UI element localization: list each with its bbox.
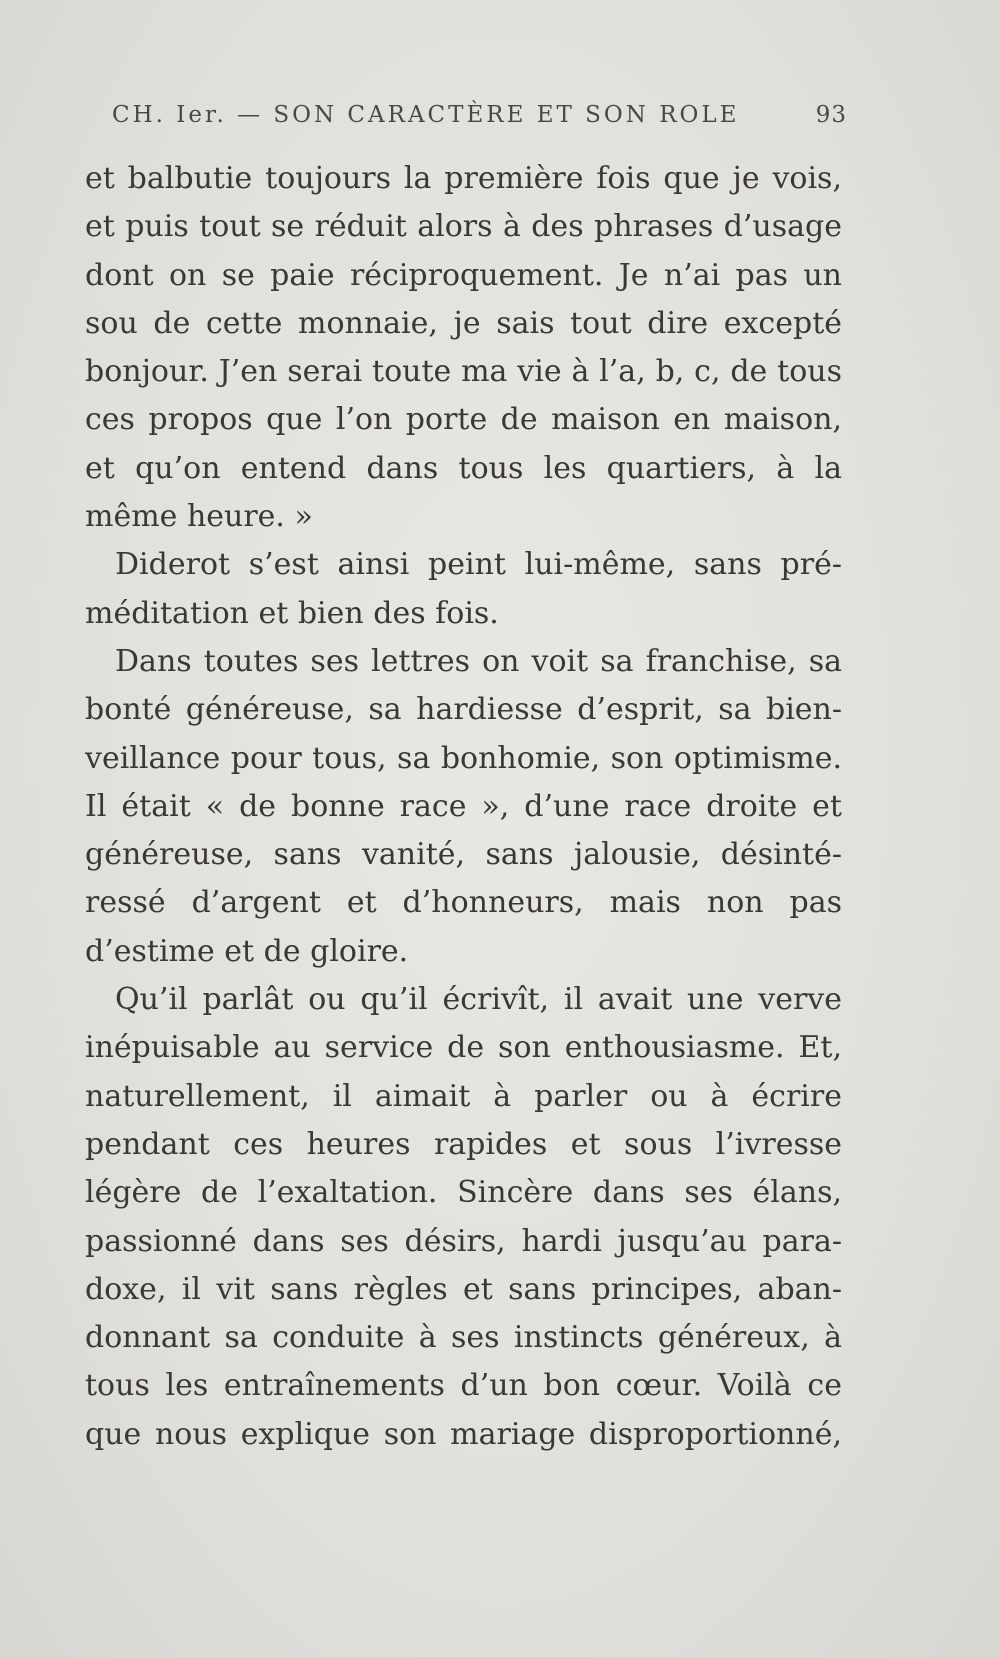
paragraph-start-line: Dans toutes ses lettres on voit sa franchise, sa	[115, 643, 842, 679]
chapter-title: CH. Ier. — SON CARACTÈRE ET SON ROLE	[112, 102, 740, 128]
text-line: doxe, il vit sans règles et sans principes, aban-	[85, 1271, 842, 1307]
text-line: donnant sa conduite à ses instincts généreux, à	[85, 1320, 842, 1356]
text-line: inépuisable au service de son enthousiasme. Et,	[85, 1030, 842, 1066]
text-line: méditation et bien des fois.	[85, 595, 499, 631]
body-text	[85, 155, 842, 1459]
text-line: ressé d’argent et d’honneurs, mais non pas	[85, 885, 842, 921]
paragraph-start-line: Diderot s’est ainsi peint lui-même, sans pré-	[115, 547, 842, 583]
text-line: Il était « de bonne race », d’une race droite et	[85, 788, 842, 824]
text-line: bonjour. J’en serai toute ma vie à l’a, b, c, de tous	[85, 354, 842, 390]
text-line: et qu’on entend dans tous les quartiers, à la	[85, 450, 842, 486]
text-line: et balbutie toujours la première fois que je vois,	[85, 161, 842, 196]
text-line: et puis tout se réduit alors à des phrases d’usage	[85, 209, 842, 245]
running-header	[112, 102, 847, 136]
text-line: sou de cette monnaie, je sais tout dire excepté	[85, 305, 842, 341]
paragraph-start-line: Qu’il parlât ou qu’il écrivît, il avait une verve	[115, 982, 842, 1018]
text-line: même heure. »	[85, 499, 313, 535]
text-line: passionné dans ses désirs, hardi jusqu’au para-	[85, 1223, 842, 1259]
text-line: bonté généreuse, sa hardiesse d’esprit, sa bien-	[85, 692, 842, 728]
text-line: veillance pour tous, sa bonhomie, son optimisme.	[85, 740, 842, 776]
text-line: généreuse, sans vanité, sans jalousie, désinté-	[85, 837, 842, 873]
text-line: pendant ces heures rapides et sous l’ivresse	[85, 1126, 842, 1162]
text-line: que nous explique son mariage disproportionné,	[85, 1416, 842, 1452]
text-line: naturellement, il aimait à parler ou à écrire	[85, 1078, 842, 1114]
text-line: d’estime et de gloire.	[85, 933, 409, 969]
text-line: tous les entraînements d’un bon cœur. Voilà ce	[85, 1368, 842, 1404]
text-line: dont on se paie réciproquement. Je n’ai pas un	[85, 257, 842, 293]
text-line: légère de l’exaltation. Sincère dans ses élans,	[85, 1175, 842, 1211]
text-line: ces propos que l’on porte de maison en maison,	[85, 402, 842, 438]
page-number: 93	[815, 102, 847, 128]
